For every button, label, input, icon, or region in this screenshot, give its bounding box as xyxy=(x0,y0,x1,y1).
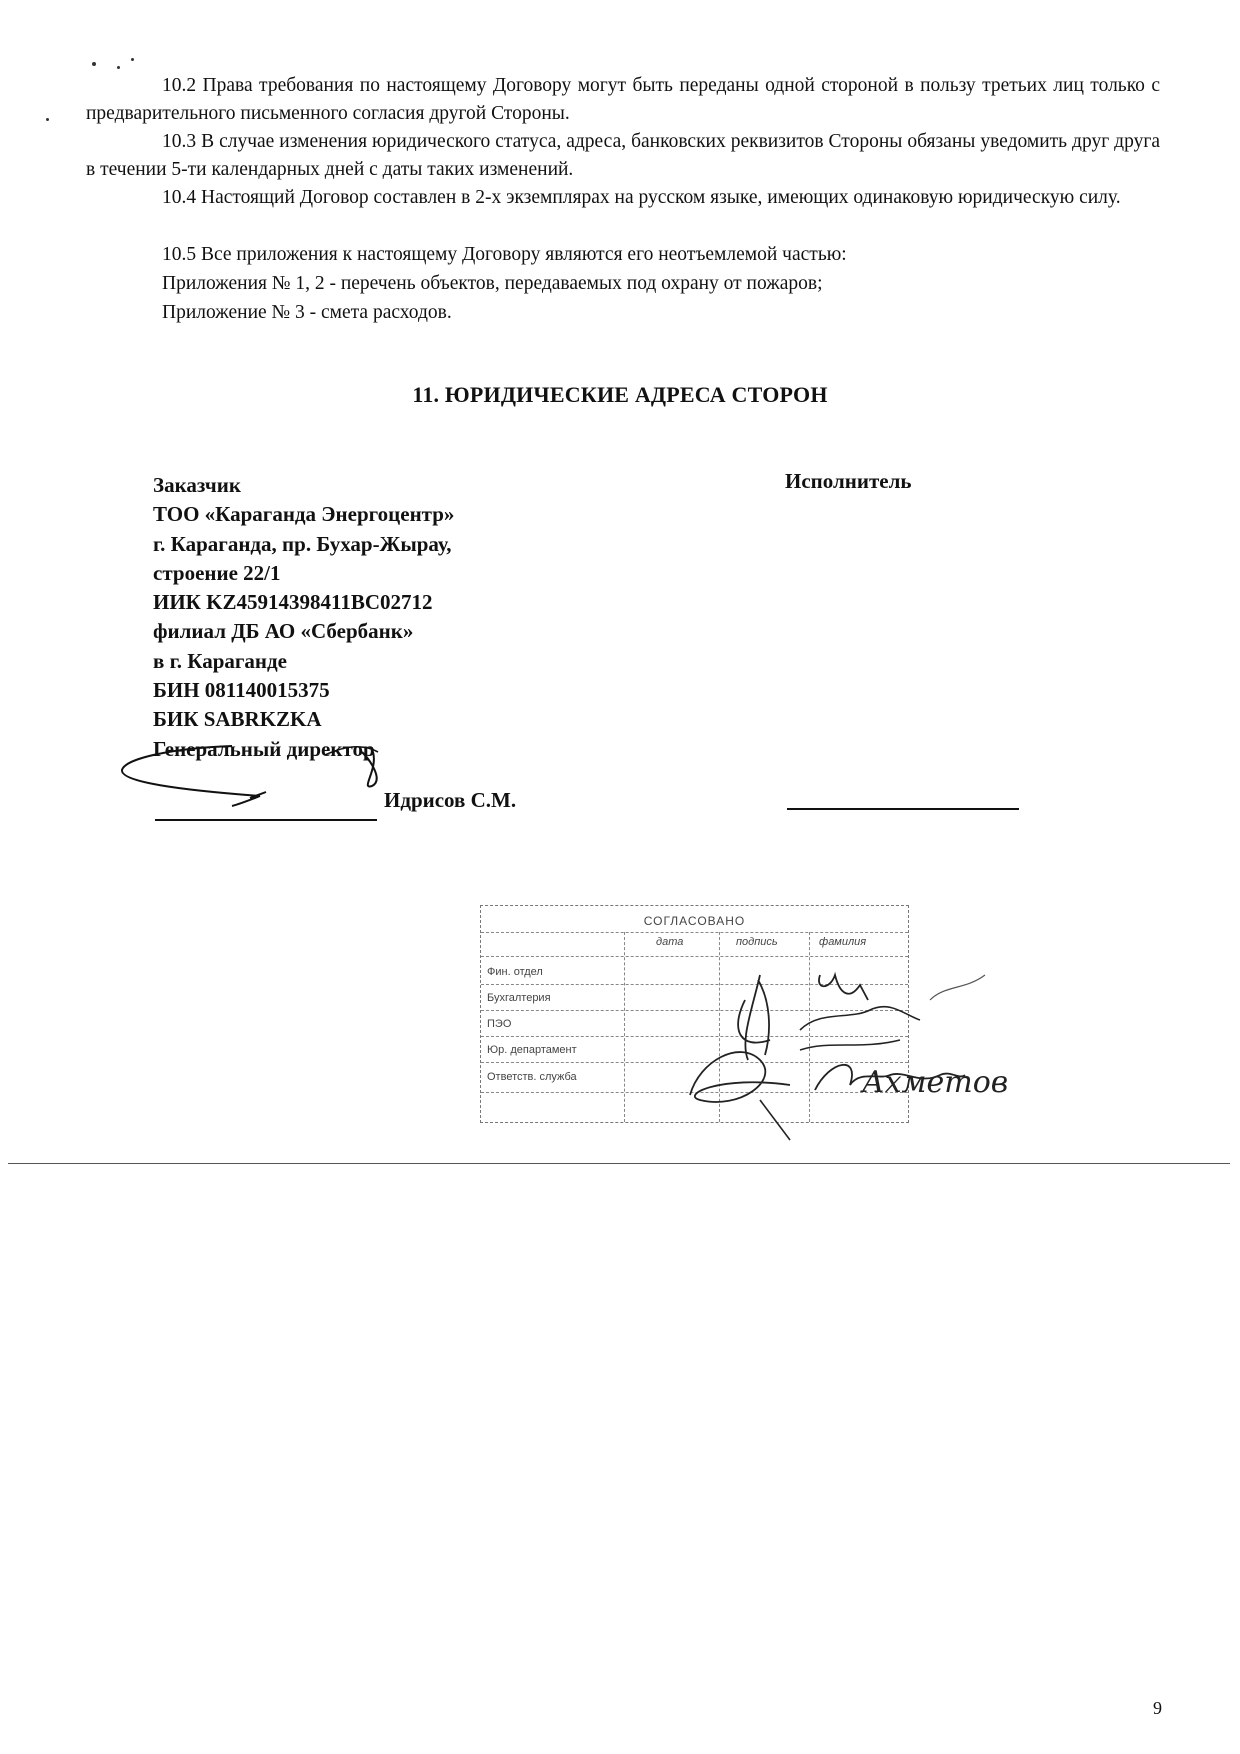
stamp-rule xyxy=(481,1036,908,1037)
clause-10-2: 10.2 Права требования по настоящему Договору могут быть переданы одной стороной в пользу третьих лиц только с предварительного письменного согласия другой Стороны. xyxy=(86,75,1160,124)
clause-10-3: 10.3 В случае изменения юридического статуса, адреса, банковских реквизитов Стороны обязаны уведомить друг друга в течении 5-ти календарных дней с даты таких изменений. xyxy=(86,131,1160,180)
scan-speck xyxy=(131,58,134,61)
page-number: 9 xyxy=(1153,1698,1162,1718)
stamp-row-finance: Фин. отдел xyxy=(487,966,543,978)
customer-role: Заказчик xyxy=(153,473,241,497)
approval-stamp xyxy=(480,905,909,1123)
stamp-col-date: дата xyxy=(656,936,684,948)
customer-position: Генеральный директор xyxy=(153,736,375,761)
stamp-rule xyxy=(481,984,908,985)
scan-speck xyxy=(46,118,49,121)
customer-signature-line xyxy=(155,819,377,821)
stamp-rule xyxy=(481,1092,908,1093)
stamp-row-peo: ПЭО xyxy=(487,1018,512,1030)
stamp-col-divider xyxy=(624,932,625,1122)
stamp-col-divider xyxy=(809,932,810,1122)
stamp-row-accounting: Бухгалтерия xyxy=(487,992,551,1004)
customer-bank-line-1: филиал ДБ АО «Сбербанк» xyxy=(153,619,414,644)
scan-speck xyxy=(92,62,96,66)
stamp-col-signature: подпись xyxy=(736,936,778,948)
appendix-1-2-line: Приложения № 1, 2 - перечень объектов, передаваемых под охрану от пожаров; xyxy=(162,273,823,294)
stamp-handwritten-name: Ахметов xyxy=(862,1065,1009,1100)
executor-role: Исполнитель xyxy=(785,469,912,493)
customer-details xyxy=(153,471,454,764)
appendix-3-line: Приложение № 3 - смета расходов. xyxy=(162,302,452,323)
executor-signature-line xyxy=(787,808,1019,810)
stamp-row-legal: Юр. департамент xyxy=(487,1044,577,1056)
stamp-rule xyxy=(481,1010,908,1011)
stamp-rule xyxy=(481,932,908,933)
customer-address-line-2: строение 22/1 xyxy=(153,560,281,585)
customer-bank-line-2: в г. Караганде xyxy=(153,648,287,673)
customer-bik: БИК SABRKZKA xyxy=(153,707,322,732)
bottom-rule xyxy=(8,1163,1230,1164)
stamp-header: СОГЛАСОВАНО xyxy=(643,914,746,928)
customer-iik: ИИК KZ45914398411BC02712 xyxy=(153,590,433,615)
stamp-col-surname: фамилия xyxy=(819,936,867,948)
clause-10-5: 10.5 Все приложения к настоящему Договору являются его неотъемлемой частью: xyxy=(162,244,847,265)
customer-name: ТОО «Караганда Энергоцентр» xyxy=(153,502,455,527)
clause-10-4: 10.4 Настоящий Договор составлен в 2-х экземплярах на русском языке, имеющих одинаковую юридическую силу. xyxy=(162,187,1121,208)
stamp-rule xyxy=(481,1062,908,1063)
scan-speck xyxy=(117,66,120,69)
customer-bin: БИН 081140015375 xyxy=(153,678,330,703)
stamp-col-divider xyxy=(719,932,720,1122)
stamp-row-responsible: Ответств. служба xyxy=(487,1071,577,1083)
customer-address-line-1: г. Караганда, пр. Бухар-Жырау, xyxy=(153,531,452,556)
customer-signatory-name: Идрисов С.М. xyxy=(384,788,517,812)
section-title: 11. ЮРИДИЧЕСКИЕ АДРЕСА СТОРОН xyxy=(412,382,828,407)
stamp-rule xyxy=(481,956,908,957)
